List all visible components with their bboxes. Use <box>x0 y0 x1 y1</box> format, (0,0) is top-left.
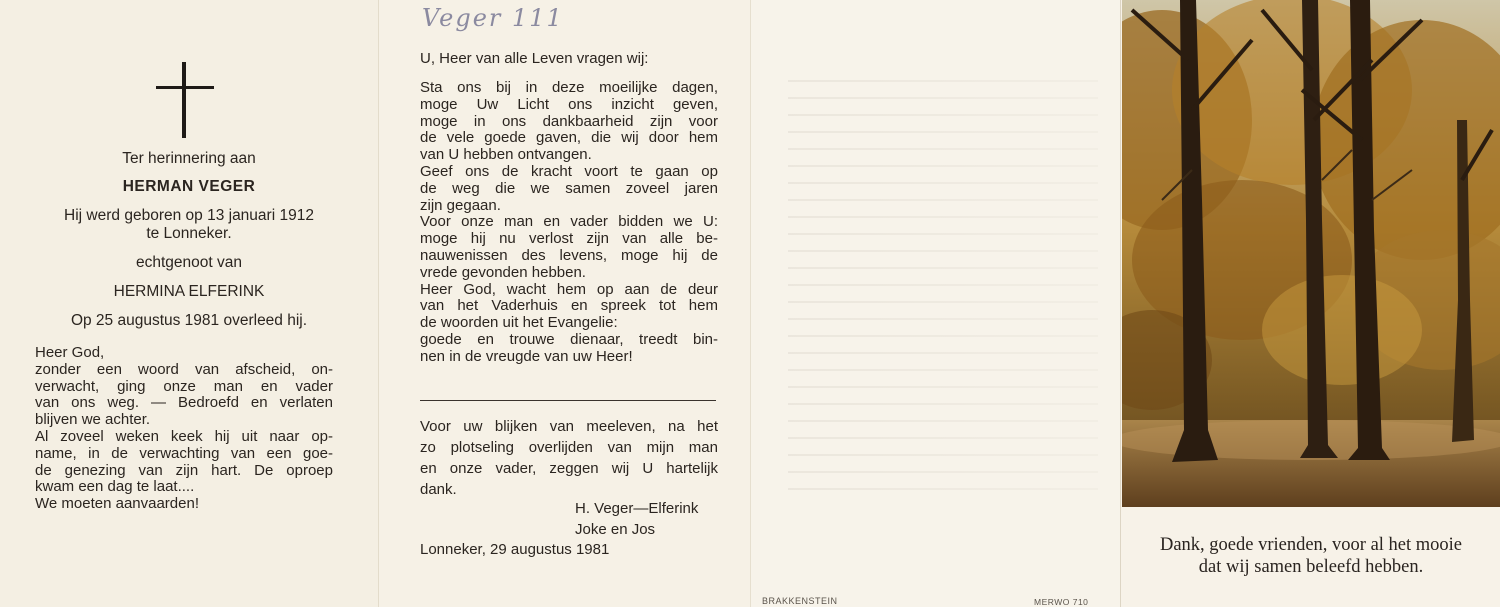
farewell-line: kwam een dag te laat.... <box>35 478 195 496</box>
farewell-line: Al zoveel weken keek hij uit naar op- <box>35 427 333 445</box>
farewell-line: blijven we achter. <box>35 411 151 429</box>
prayer-line: de woorden uit het Evangelie: <box>420 314 618 332</box>
farewell-line: van ons weg. — Bedroefd en verlaten <box>35 394 333 412</box>
thanks-line: dank. <box>420 481 457 498</box>
prayer-line: vrede gevonden hebben. <box>420 263 586 281</box>
prayer-line: Geef ons de kracht voort te gaan op <box>420 162 718 180</box>
spouse-intro: echtgenoot van <box>135 254 242 271</box>
caption-line-2: dat wij samen beleefd hebben. <box>1198 557 1424 577</box>
death-line: Op 25 augustus 1981 overleed hij. <box>70 312 308 329</box>
thanks-text <box>420 416 718 500</box>
thanks-line: en onze vader, zeggen wij U hartelijk <box>420 460 718 477</box>
prayer-line: moge in ons dankbaarheid zijn voor <box>420 112 718 130</box>
birth-line-2: te Lonneker. <box>146 225 232 242</box>
prayer-line: nen in de vreugde van uw Heer! <box>420 347 633 365</box>
prayer-line: van U hebben ontvangen. <box>420 146 592 164</box>
handwritten-note: Veger 111 <box>422 4 564 32</box>
farewell-line: We moeten aanvaarden! <box>35 495 199 513</box>
prayer-line: nauwenissen des levens, moge hij de <box>420 246 718 264</box>
product-code: MERWO 710 <box>1034 597 1089 607</box>
autumn-forest-photo <box>1122 0 1500 507</box>
intro-text: Ter herinnering aan <box>122 150 256 167</box>
closing-caption <box>1122 534 1500 578</box>
prayer-intro: U, Heer van alle Leven vragen wij: <box>420 50 649 67</box>
cross-icon <box>156 62 214 140</box>
divider-line <box>420 400 716 401</box>
prayer-line: moge hij nu verlost zijn van alle be- <box>420 230 718 248</box>
farewell-line: name, in de verwachting van een goe- <box>35 444 333 462</box>
prayer-line: van het Vaderhuis en spreek tot hem <box>420 297 718 315</box>
place-date: Lonneker, 29 augustus 1981 <box>420 541 610 558</box>
signature-children: Joke en Jos <box>575 521 656 538</box>
prayer-text <box>420 80 718 366</box>
thanks-line: zo plotseling overlijden van mijn man <box>420 439 718 456</box>
caption-line-1: Dank, goede vrienden, voor al het mooie <box>1159 535 1463 555</box>
thanks-line: Voor uw blijken van meeleven, na het <box>420 418 718 435</box>
farewell-line: Heer God, <box>35 344 105 361</box>
prayer-line: moge Uw Licht ons inzicht geven, <box>420 95 718 113</box>
birth-line-1: Hij werd geboren op 13 januari 1912 <box>64 207 314 224</box>
farewell-line: verwacht, ging onze man en vader <box>35 377 333 395</box>
signature-spouse: H. Veger—Elferink <box>575 500 699 517</box>
prayer-line: zijn gegaan. <box>420 196 501 214</box>
prayer-line: Voor onze man en vader bidden we U: <box>420 213 718 231</box>
farewell-text <box>35 345 333 513</box>
prayer-line: Sta ons bij in deze moeilijke dagen, <box>420 79 718 96</box>
printer-name: BRAKKENSTEIN <box>762 596 838 606</box>
deceased-name: HERMAN VEGER <box>122 178 256 195</box>
farewell-line: de genezing van zijn hart. De oproep <box>35 461 333 479</box>
spouse-name: HERMINA ELFERINK <box>113 283 265 300</box>
prayer-line: goede en trouwe dienaar, treedt bin- <box>420 330 718 348</box>
show-through-text <box>788 80 1098 505</box>
prayer-line: de vele goede gaven, die wij door hem <box>420 129 718 147</box>
prayer-line: Heer God, wacht hem op aan de deur <box>420 280 718 298</box>
farewell-line: zonder een woord van afscheid, on- <box>35 360 333 378</box>
prayer-line: de weg die we samen zoveel jaren <box>420 179 718 197</box>
